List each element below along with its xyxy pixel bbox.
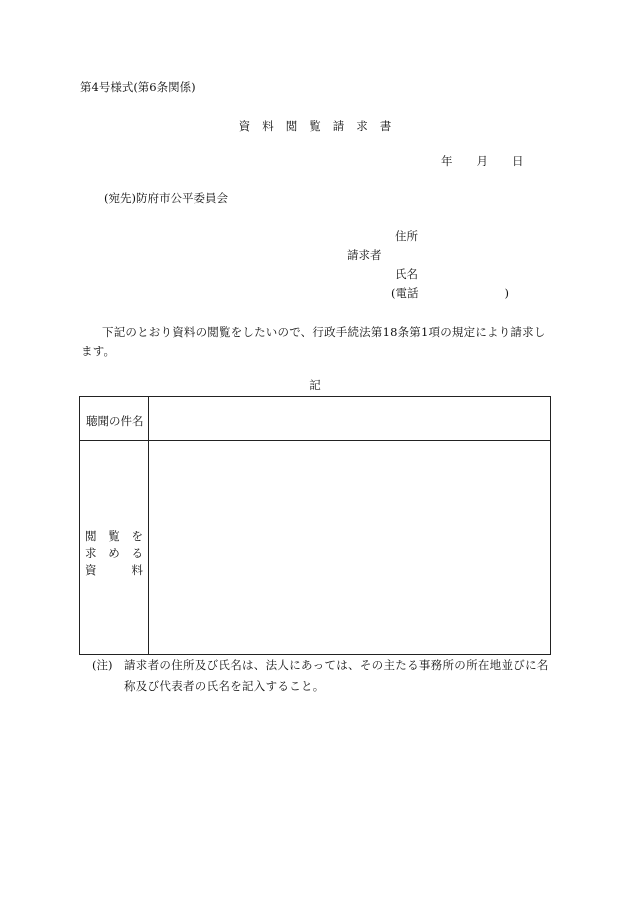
date-day-label: 日 [512, 154, 524, 168]
materials-label-line-3 [85, 562, 143, 579]
materials-label-char: を [131, 529, 143, 543]
materials-label-char: 求 [85, 546, 97, 560]
address-label: 住所 [395, 229, 418, 243]
note-line-1: 請求者の住所及び氏名は、法人にあっては、その主たる事務所の所在地並びに名 [124, 658, 549, 672]
materials-label-line-2 [85, 545, 143, 562]
phone-row [391, 288, 509, 300]
materials-label-char: め [108, 546, 120, 560]
phone-open: (電話 [391, 286, 419, 300]
materials-label-char: る [131, 546, 143, 560]
record-table [79, 396, 551, 655]
phone-close: ) [504, 286, 509, 300]
form-number: 第4号様式(第6条関係) [80, 80, 196, 94]
date-year-label: 年 [441, 154, 453, 168]
date-row [441, 156, 524, 168]
note-prefix: (注) [92, 658, 113, 672]
document-title: 資料閲覧請求書 [238, 119, 404, 133]
materials-label-char: 資 [85, 563, 97, 577]
addressee: (宛先)防府市公平委員会 [104, 191, 228, 205]
materials-label-char: 料 [131, 563, 143, 577]
hearing-subject-field[interactable] [156, 407, 541, 431]
name-label: 氏名 [395, 267, 418, 281]
date-month-label: 月 [476, 154, 488, 168]
requester-label: 請求者 [347, 248, 382, 262]
materials-label-line-1 [85, 528, 143, 545]
table-column-divider [148, 397, 149, 654]
hearing-subject-label: 聴聞の件名 [86, 414, 144, 428]
materials-label-char: 覧 [108, 529, 120, 543]
record-mark: 記 [309, 378, 321, 392]
request-body-text: 下記のとおり資料の閲覧をしたいので、行政手続法第18条第1項の規定により請求します。 [81, 325, 546, 358]
requested-materials-field[interactable] [156, 451, 541, 646]
table-row-divider [80, 440, 550, 441]
requested-materials-label [85, 528, 143, 579]
note-line-2: 称及び代表者の氏名を記入すること。 [124, 679, 325, 693]
materials-label-char: 閲 [85, 529, 97, 543]
